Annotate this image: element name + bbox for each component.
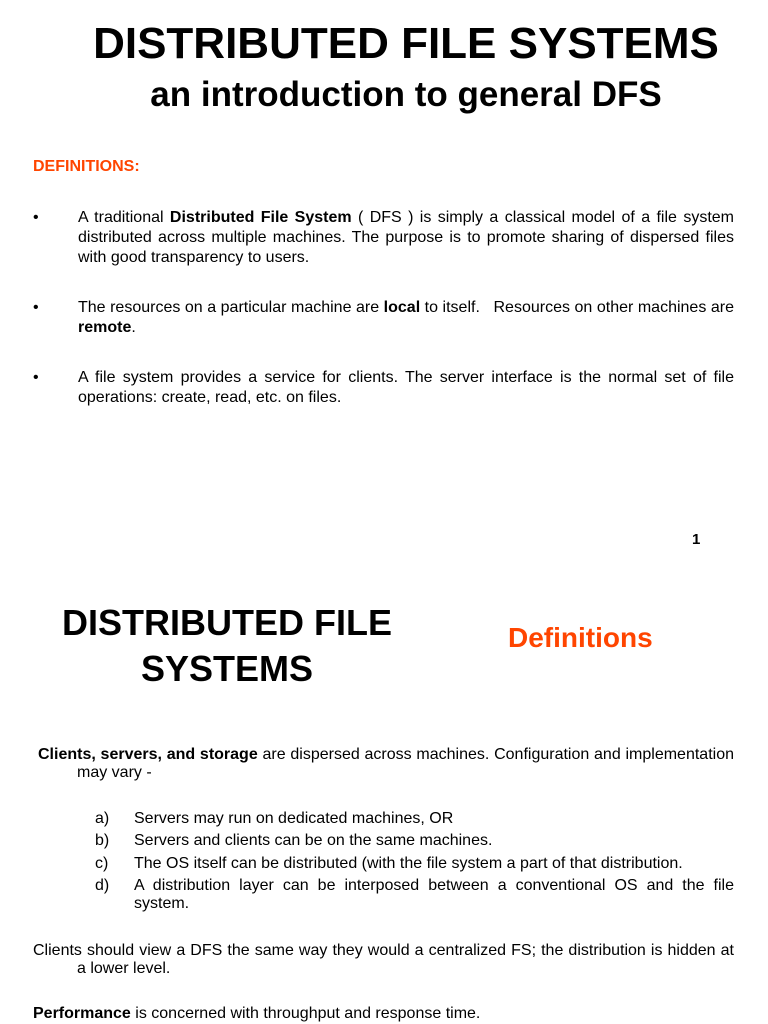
list-text: Servers may run on dedicated machines, OR xyxy=(134,810,454,827)
list-text: Servers and clients can be on the same machines. xyxy=(134,832,493,849)
list-marker: c) xyxy=(95,855,109,872)
page-title: DISTRIBUTED FILE SYSTEMS xyxy=(93,19,719,68)
intro-bold: Clients, servers, and storage xyxy=(38,746,258,763)
bullet-marker: • xyxy=(33,209,39,226)
bullet-text-pre: The resources on a particular machine are xyxy=(78,299,384,316)
definitions-label: Definitions xyxy=(508,622,653,653)
clients-view-paragraph: Clients should view a DFS the same way they would a centralized FS; the distribution is hidden at a lower level. xyxy=(33,942,734,977)
list-marker: d) xyxy=(95,877,110,894)
slide-title-line-2: SYSTEMS xyxy=(140,648,314,689)
slide-title xyxy=(40,600,414,692)
intro-rest: are dispersed across machines. Configuration and implementation may vary - xyxy=(77,746,734,781)
definitions-heading: DEFINITIONS: xyxy=(33,158,140,175)
list-marker: a) xyxy=(95,810,110,827)
list-item xyxy=(95,855,734,873)
bullet-text-pre: A traditional xyxy=(78,209,170,226)
list-marker: b) xyxy=(95,832,110,849)
bullet-text-bold-2: remote xyxy=(78,319,132,336)
performance-rest: is concerned with throughput and response time. xyxy=(130,1005,481,1022)
page-subtitle: an introduction to general DFS xyxy=(150,75,662,114)
bullet-text-mid: to itself. Resources on other machines are xyxy=(420,299,739,316)
list-text: A distribution layer can be interposed between a conventional OS and the file system. xyxy=(134,877,734,912)
bullet-item xyxy=(78,208,734,268)
bullet-marker: • xyxy=(33,369,39,386)
bullet-text-post: ( DFS ) is simply a classical model of a file system distributed across multiple machines. The purpose is to promote sharing of dispersed files with good transparency to users. xyxy=(78,209,734,266)
intro-paragraph xyxy=(33,746,734,782)
list-text: The OS itself can be distributed (with the file system a part of that distribution. xyxy=(134,855,683,872)
list-item xyxy=(95,832,734,850)
slide-title-line-1: DISTRIBUTED FILE xyxy=(62,602,392,643)
bullet-item xyxy=(78,298,739,338)
bullet-text-post: . xyxy=(131,319,136,336)
bullet-text-bold: local xyxy=(383,299,421,316)
bullet-text-bold: Distributed File System xyxy=(169,209,352,226)
list-item xyxy=(95,810,734,828)
bullet-marker: • xyxy=(33,299,39,316)
bullet-text: A file system provides a service for clients. The server interface is the normal set of file operations: create, read, etc. on files. xyxy=(78,369,734,406)
page-number: 1 xyxy=(692,531,701,548)
bullet-item xyxy=(78,368,734,408)
list-item xyxy=(95,877,734,913)
performance-bold: Performance xyxy=(33,1005,131,1022)
performance-paragraph xyxy=(33,1005,734,1023)
